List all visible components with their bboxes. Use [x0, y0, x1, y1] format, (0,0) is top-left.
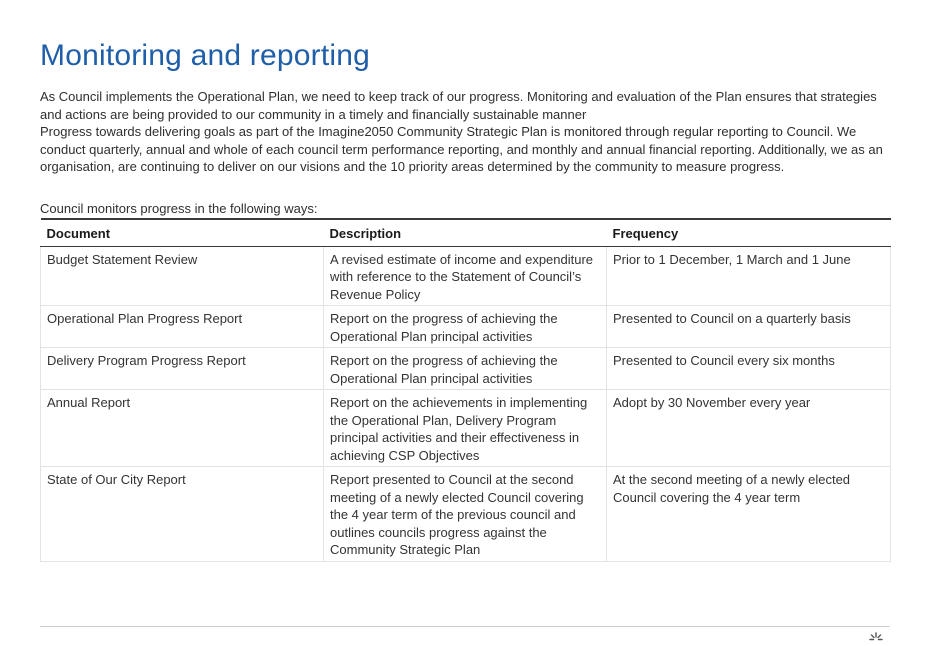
footer-divider	[40, 626, 890, 627]
cell-document: State of Our City Report	[41, 467, 324, 562]
cell-description: Report presented to Council at the second meeting of a newly elected Council covering the 4 year term of the previous council and outlines councils progress against the Community Strategic Plan	[324, 467, 607, 562]
cell-description: Report on the progress of achieving the Operational Plan principal activities	[324, 306, 607, 348]
intro-text	[40, 88, 890, 176]
table-row	[41, 306, 891, 348]
table-row	[41, 390, 891, 467]
cell-description: A revised estimate of income and expenditure with reference to the Statement of Council’s Revenue Policy	[324, 246, 607, 306]
cell-frequency: Prior to 1 December, 1 March and 1 June	[607, 246, 891, 306]
table-row	[41, 246, 891, 306]
cell-document: Annual Report	[41, 390, 324, 467]
table-row	[41, 348, 891, 390]
cell-description: Report on the achievements in implementing the Operational Plan, Delivery Program principal activities and their effectiveness in achieving CSP Objectives	[324, 390, 607, 467]
page-title: Monitoring and reporting	[40, 39, 370, 72]
cell-document: Delivery Program Progress Report	[41, 348, 324, 390]
column-header-frequency: Frequency	[607, 219, 891, 246]
monitoring-table	[40, 218, 891, 562]
table-row	[41, 467, 891, 562]
cell-description: Report on the progress of achieving the Operational Plan principal activities	[324, 348, 607, 390]
cell-frequency: Adopt by 30 November every year	[607, 390, 891, 467]
cell-document: Budget Statement Review	[41, 246, 324, 306]
cell-frequency: Presented to Council on a quarterly basis	[607, 306, 891, 348]
council-logo-icon	[869, 632, 883, 646]
cell-frequency: At the second meeting of a newly elected Council covering the 4 year term	[607, 467, 891, 562]
table-header-row	[41, 219, 891, 246]
column-header-description: Description	[324, 219, 607, 246]
cell-document: Operational Plan Progress Report	[41, 306, 324, 348]
intro-paragraph: Progress towards delivering goals as part of the Imagine2050 Community Strategic Plan is monitored through regular reporting to Council. We conduct quarterly, annual and whole of each council term performance reporting, and monthly and annual financial reporting. Additionally, we as an organisation, are continuing to deliver on our visions and the 10 priority areas determined by the community to measure progress.	[40, 124, 883, 175]
cell-frequency: Presented to Council every six months	[607, 348, 891, 390]
table-caption: Council monitors progress in the following ways:	[40, 201, 318, 216]
column-header-document: Document	[41, 219, 324, 246]
intro-paragraph: As Council implements the Operational Plan, we need to keep track of our progress. Monitoring and evaluation of the Plan ensures that strategies and actions are being provided to our community in a timely and financially sustainable manner	[40, 89, 877, 122]
